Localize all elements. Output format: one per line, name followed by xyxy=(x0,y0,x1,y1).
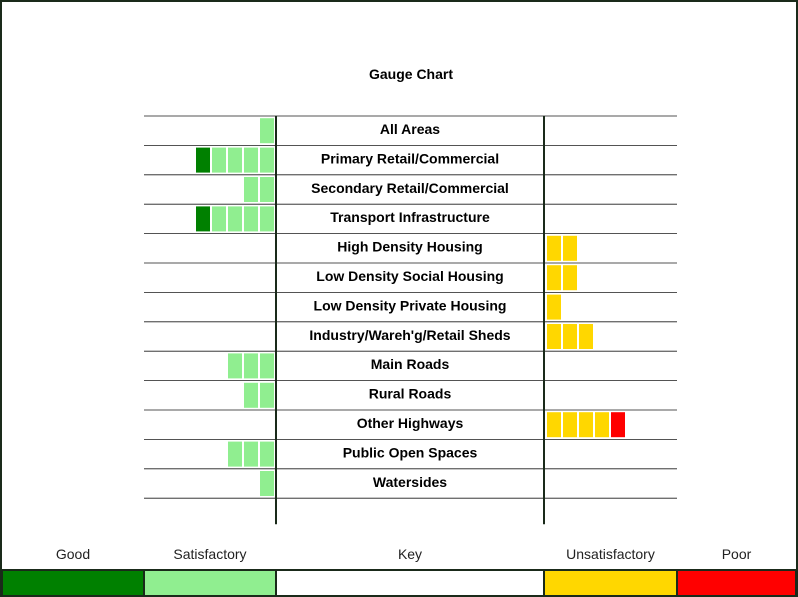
grid-lines xyxy=(144,116,677,524)
gauge-chart xyxy=(2,2,796,595)
bar-satisfactory xyxy=(244,442,258,467)
legend-key xyxy=(2,546,796,595)
row-label: Secondary Retail/Commercial xyxy=(311,179,509,196)
key-center-swatch xyxy=(276,570,544,595)
key-unsatisfactory-label: Unsatisfactory xyxy=(566,546,655,562)
row-label: Low Density Social Housing xyxy=(316,268,504,284)
row-label: Rural Roads xyxy=(368,385,452,402)
row-label: Transport Infrastructure xyxy=(330,209,490,226)
key-center-label: Key xyxy=(397,546,423,562)
bar-satisfactory xyxy=(244,383,258,408)
bar-satisfactory xyxy=(260,118,274,143)
bar-satisfactory xyxy=(244,353,258,378)
bar-satisfactory xyxy=(260,442,274,467)
bar-satisfactory xyxy=(228,206,242,231)
bar-good xyxy=(196,148,210,173)
bar-unsatisfactory xyxy=(595,412,609,437)
bar-satisfactory xyxy=(212,148,226,173)
bar-unsatisfactory xyxy=(579,412,593,437)
row-labels xyxy=(309,121,510,490)
row-label: All Areas xyxy=(379,121,441,137)
bar-unsatisfactory xyxy=(547,324,561,349)
key-good-swatch xyxy=(2,570,144,595)
bar-unsatisfactory xyxy=(547,265,561,290)
bar-satisfactory xyxy=(244,206,258,231)
bar-satisfactory xyxy=(228,148,242,173)
row-label: Watersides xyxy=(372,473,448,490)
row-label: Industry/Wareh'g/Retail Sheds xyxy=(309,326,511,343)
row-label: Primary Retail/Commercial xyxy=(320,150,500,167)
bar-satisfactory xyxy=(228,442,242,467)
bar-satisfactory xyxy=(244,177,258,202)
bar-satisfactory xyxy=(260,383,274,408)
bar-unsatisfactory xyxy=(563,236,577,261)
chart-title: Gauge Chart xyxy=(368,66,454,82)
bar-satisfactory xyxy=(228,353,242,378)
key-satisfactory-swatch xyxy=(144,570,276,595)
bar-satisfactory xyxy=(212,206,226,231)
key-satisfactory-label: Satisfactory xyxy=(173,546,247,562)
bar-poor xyxy=(611,412,625,437)
bar-unsatisfactory xyxy=(547,295,561,320)
bar-satisfactory xyxy=(260,471,274,496)
key-good-label: Good xyxy=(55,546,91,562)
bar-satisfactory xyxy=(244,148,258,173)
row-label: Other Highways xyxy=(356,415,464,431)
bar-unsatisfactory xyxy=(563,324,577,349)
bar-satisfactory xyxy=(260,353,274,378)
bar-good xyxy=(196,206,210,231)
bar-satisfactory xyxy=(260,177,274,202)
row-label: High Density Housing xyxy=(337,238,483,255)
key-poor-label: Poor xyxy=(721,546,752,562)
bar-unsatisfactory xyxy=(563,265,577,290)
row-label: Public Open Spaces xyxy=(342,444,478,461)
bar-unsatisfactory xyxy=(579,324,593,349)
key-unsatisfactory-swatch xyxy=(544,570,677,595)
row-label: Low Density Private Housing xyxy=(313,297,507,314)
bar-unsatisfactory xyxy=(563,412,577,437)
bar-unsatisfactory xyxy=(547,412,561,437)
bar-satisfactory xyxy=(260,206,274,231)
row-label: Main Roads xyxy=(370,356,450,373)
bar-satisfactory xyxy=(260,148,274,173)
bar-unsatisfactory xyxy=(547,236,561,261)
key-poor-swatch xyxy=(677,570,796,595)
